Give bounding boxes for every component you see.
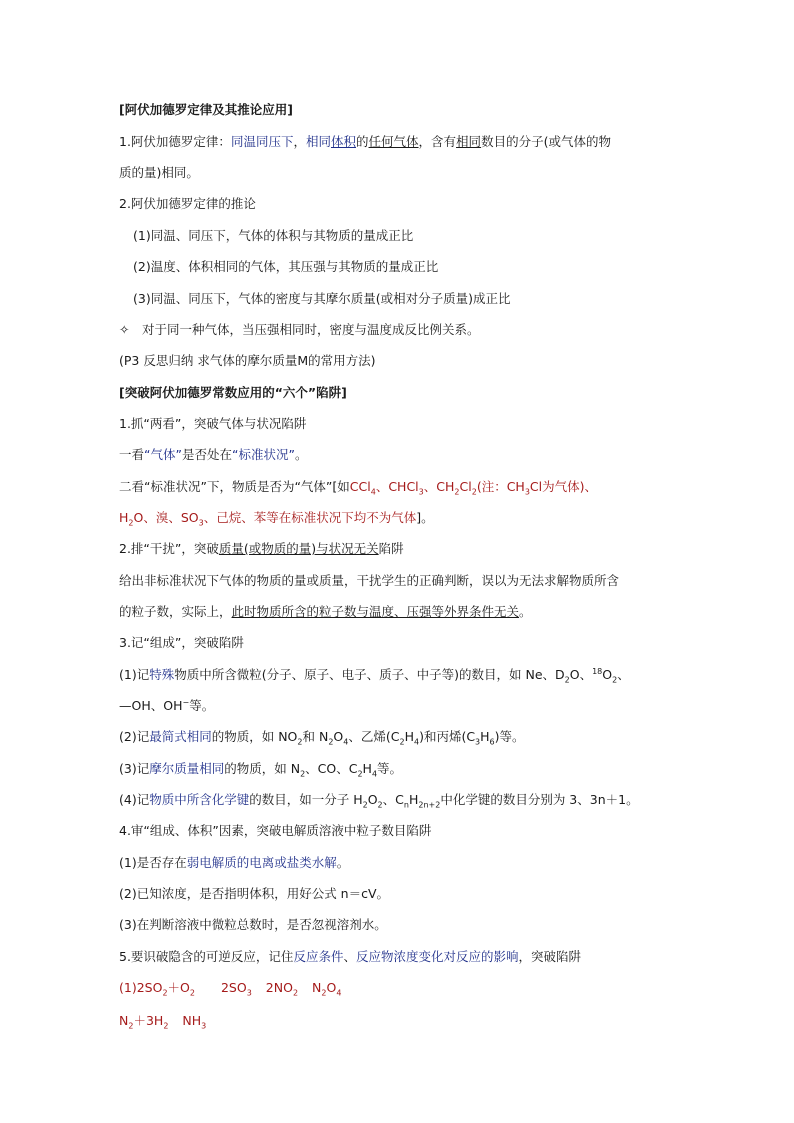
trap-1-second-check-cont: $H_2O$、溴、$SO_3$、己烷、苯等在标准状况下均不为气体]。: [119, 510, 434, 528]
corollary-1: (1)同温、同压下，气体的体积与其物质的量成正比: [133, 228, 414, 243]
trap-2-text-cont: 的粒子数，实际上，此时物质所含的粒子数与温度、压强等外界条件无关。: [119, 604, 532, 619]
trap-3-item-1: (1)记特殊物质中所含微粒(分子、原子、电子、质子、中子等)的数目，如 Ne、$D_2O$、$^{18}O_2$、: [119, 666, 630, 685]
trap-4-item-3: (3)在判断溶液中微粒总数时，是否忽视溶剂水。: [119, 917, 387, 932]
trap-3-item-3: (3)记摩尔质量相同的物质，如 $N_2$、CO、$C_2H_4$等。: [119, 761, 403, 779]
note-density-temperature: ✧ 对于同一种气体，当压强相同时，密度与温度成反比例关系。: [119, 322, 480, 337]
trap-3-item-4: (4)记物质中所含化学键的数目，如一分子 $H_2O_2$、$C_nH_{2n+2}$中化学键的数目分别为 3、3n＋1。: [119, 792, 639, 810]
trap-3-item-2: (2)记最简式相同的物质，如 $NO_2$和 $N_2O_4$、乙烯$(C_2H_4)$和丙烯$(C_3H_6)$等。: [119, 729, 525, 747]
corollary-2: (2)温度、体积相同的气体，其压强与其物质的量成正比: [133, 259, 439, 274]
trap-3-item-1-cont: —OH、OH−等。: [119, 697, 215, 713]
trap-1-second-check: 二看“标准状况”下，物质是否为“气体”[如CCl$_4$、CHCl$_3$、$CH_2Cl_2$(注：$CH_3Cl$为气体)、: [119, 479, 597, 497]
corollary-3: (3)同温、同压下，气体的密度与其摩尔质量(或相对分子质量)成正比: [133, 291, 511, 306]
law-statement: 1.阿伏加德罗定律：同温同压下，相同体积的任何气体，含有相同数目的分子(或气体的物: [119, 134, 611, 149]
corollary-title: 2.阿伏加德罗定律的推论: [119, 196, 256, 211]
reaction-2: $N_2+3H_2$ $NH_3$: [119, 1013, 207, 1031]
reference-p3: (P3 反思归纳 求气体的摩尔质量M的常用方法): [119, 353, 376, 368]
section-heading-six-traps: [突破阿伏加德罗常数应用的“六个”陷阱]: [119, 385, 347, 400]
trap-3-title: 3.记“组成”，突破陷阱: [119, 635, 244, 650]
law-statement-cont: 质的量)相同。: [119, 165, 199, 180]
trap-4-item-1: (1)是否存在弱电解质的电离或盐类水解。: [119, 855, 350, 870]
trap-2-text: 给出非标准状况下气体的物质的量或质量，干扰学生的正确判断，误以为无法求解物质所含: [119, 573, 620, 588]
trap-2-title: 2.排“干扰”，突破质量(或物质的量)与状况无关陷阱: [119, 541, 404, 556]
trap-5-title: 5.要识破隐含的可逆反应，记住反应条件、反应物浓度变化对反应的影响，突破陷阱: [119, 949, 581, 964]
trap-1-first-check: 一看“气体”是否处在“标准状况”。: [119, 447, 308, 462]
trap-1-title: 1.抓“两看”，突破气体与状况陷阱: [119, 416, 307, 431]
section-heading-avogadro-law: [阿伏加德罗定律及其推论应用]: [119, 102, 293, 117]
trap-4-title: 4.审“组成、体积”因素，突破电解质溶液中粒子数目陷阱: [119, 823, 432, 838]
reaction-1: $(1)2SO_2+O_2$ $2SO_3$ $2NO_2$ $N_2O_4$: [119, 980, 342, 998]
trap-4-item-2: (2)已知浓度，是否指明体积，用好公式 n＝cV。: [119, 886, 390, 901]
